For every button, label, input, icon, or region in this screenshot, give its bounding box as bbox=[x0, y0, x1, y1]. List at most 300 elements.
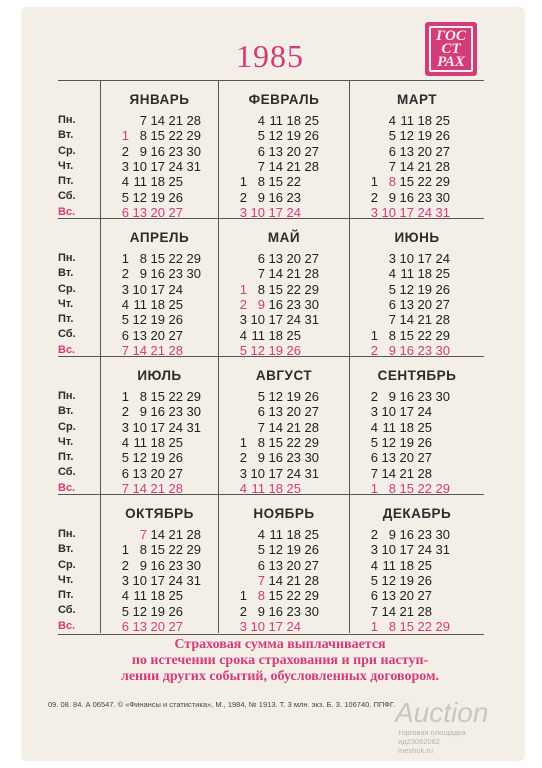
date-number: 25 bbox=[168, 296, 183, 312]
date-number: 4 bbox=[239, 480, 247, 496]
date-number: 3 bbox=[239, 204, 247, 220]
date-number: 4 bbox=[121, 174, 129, 190]
weekday-row bbox=[360, 420, 450, 435]
weekday-row bbox=[111, 588, 201, 603]
weekday-row bbox=[360, 573, 450, 588]
month-block bbox=[100, 495, 218, 633]
day-name: Чт. bbox=[58, 297, 74, 310]
date-number: 18 bbox=[417, 113, 432, 128]
weekday-row bbox=[229, 343, 319, 358]
date-number: 23 bbox=[286, 450, 301, 466]
day-name: Пн. bbox=[58, 528, 76, 540]
date-number: 7 bbox=[388, 158, 396, 174]
date-number: 18 bbox=[150, 296, 165, 312]
date-number: 19 bbox=[399, 434, 414, 450]
date-number: 22 bbox=[286, 434, 301, 450]
date-number: 24 bbox=[168, 572, 183, 588]
day-name: Ср. bbox=[58, 558, 76, 571]
watermark-line-3: meshok.ru bbox=[398, 746, 434, 755]
weekday-row bbox=[229, 542, 319, 557]
date-number: 28 bbox=[417, 603, 432, 619]
notice-line-1: Страховая сумма выплачивается bbox=[174, 637, 386, 652]
day-names-column bbox=[58, 357, 100, 495]
weekday-row bbox=[111, 420, 201, 435]
date-number: 3 bbox=[370, 204, 378, 220]
date-number: 4 bbox=[121, 588, 129, 604]
date-number: 11 bbox=[382, 557, 396, 573]
date-number: 7 bbox=[139, 527, 147, 542]
date-number: 23 bbox=[168, 266, 183, 282]
date-number: 2 bbox=[121, 557, 129, 573]
date-number: 17 bbox=[399, 542, 414, 558]
weekday-row bbox=[111, 558, 201, 573]
date-number: 1 bbox=[121, 542, 129, 558]
date-number: 11 bbox=[133, 434, 147, 450]
day-names-column bbox=[58, 219, 100, 357]
date-number: 21 bbox=[150, 342, 165, 358]
date-number: 3 bbox=[370, 404, 378, 420]
date-number: 6 bbox=[121, 618, 129, 634]
day-name: Чт. bbox=[58, 573, 74, 586]
date-number: 4 bbox=[257, 527, 265, 542]
day-name: Вс. bbox=[58, 343, 76, 356]
date-number: 6 bbox=[388, 296, 396, 312]
date-number: 13 bbox=[381, 450, 396, 466]
weekday-row bbox=[229, 481, 319, 496]
month-name: ЯНВАРЬ bbox=[129, 92, 190, 107]
date-number: 2 bbox=[121, 266, 129, 282]
date-number: 27 bbox=[417, 450, 432, 466]
date-number: 24 bbox=[168, 158, 183, 174]
weekday-row bbox=[360, 450, 450, 465]
weekday-row bbox=[111, 343, 201, 358]
date-number: 20 bbox=[286, 404, 301, 420]
date-number: 31 bbox=[304, 312, 319, 328]
day-name: Пт. bbox=[58, 589, 74, 602]
date-number: 21 bbox=[417, 312, 432, 328]
date-number: 8 bbox=[388, 618, 396, 634]
date-number: 15 bbox=[268, 434, 283, 450]
date-number: 29 bbox=[186, 128, 201, 144]
day-name: Сб. bbox=[58, 466, 76, 479]
date-number: 7 bbox=[257, 266, 265, 282]
date-number: 15 bbox=[150, 542, 165, 558]
date-number: 10 bbox=[132, 158, 147, 174]
day-name: Пт. bbox=[58, 451, 74, 464]
watermark-line-2: ид23062082 bbox=[398, 737, 440, 746]
date-number: 16 bbox=[150, 266, 165, 282]
weekday-row bbox=[111, 435, 201, 450]
weekday-row bbox=[360, 527, 450, 542]
date-number: 6 bbox=[370, 588, 378, 604]
date-number: 15 bbox=[150, 251, 165, 266]
weekday-row bbox=[229, 435, 319, 450]
date-number: 20 bbox=[399, 450, 414, 466]
weekday-row bbox=[229, 266, 319, 281]
date-number: 17 bbox=[150, 572, 165, 588]
date-number: 29 bbox=[435, 480, 450, 496]
date-number: 11 bbox=[269, 527, 283, 542]
date-number: 2 bbox=[370, 342, 378, 358]
weekday-row bbox=[360, 205, 450, 220]
date-number: 18 bbox=[286, 113, 301, 128]
date-number: 1 bbox=[121, 128, 129, 144]
month-block bbox=[100, 81, 218, 219]
date-number: 27 bbox=[168, 618, 183, 634]
date-number: 30 bbox=[304, 450, 319, 466]
date-number: 9 bbox=[257, 189, 265, 205]
date-number: 6 bbox=[257, 404, 265, 420]
date-number: 18 bbox=[150, 174, 165, 190]
date-number: 6 bbox=[257, 251, 265, 266]
weekday-row bbox=[229, 588, 319, 603]
date-number: 19 bbox=[286, 128, 301, 144]
date-number: 24 bbox=[286, 204, 301, 220]
date-number: 3 bbox=[239, 465, 247, 481]
month-name: ДЕКАБРЬ bbox=[382, 506, 452, 521]
date-number: 10 bbox=[132, 572, 147, 588]
date-number: 22 bbox=[168, 389, 183, 404]
date-number: 7 bbox=[370, 465, 378, 481]
date-number: 8 bbox=[257, 174, 265, 190]
date-number: 23 bbox=[417, 189, 432, 205]
date-number: 3 bbox=[121, 158, 129, 174]
date-number: 30 bbox=[304, 603, 319, 619]
date-number: 29 bbox=[304, 281, 319, 297]
weekday-row bbox=[229, 297, 319, 312]
date-number: 22 bbox=[417, 327, 432, 343]
weekday-row bbox=[229, 450, 319, 465]
weekday-row bbox=[229, 389, 319, 404]
date-number: 15 bbox=[399, 480, 414, 496]
date-number: 16 bbox=[150, 557, 165, 573]
gosstrakh-logo bbox=[425, 22, 477, 76]
month-name: ИЮНЬ bbox=[394, 230, 440, 245]
date-number: 31 bbox=[186, 158, 201, 174]
date-number: 9 bbox=[388, 189, 396, 205]
date-number: 3 bbox=[121, 419, 129, 435]
date-number: 8 bbox=[388, 174, 396, 190]
weekday-row bbox=[111, 113, 201, 128]
date-number: 11 bbox=[400, 266, 414, 282]
weekday-row bbox=[111, 481, 201, 496]
date-number: 12 bbox=[268, 542, 283, 558]
date-number: 16 bbox=[399, 342, 414, 358]
date-number: 28 bbox=[304, 158, 319, 174]
date-number: 11 bbox=[133, 296, 147, 312]
day-name: Вс. bbox=[58, 619, 76, 632]
month-block bbox=[349, 81, 484, 219]
date-number: 30 bbox=[435, 189, 450, 205]
date-number: 28 bbox=[186, 113, 201, 128]
weekday-row bbox=[229, 619, 319, 634]
date-number: 13 bbox=[132, 327, 147, 343]
day-name: Чт. bbox=[58, 159, 74, 172]
date-number: 18 bbox=[399, 557, 414, 573]
date-number: 11 bbox=[251, 480, 265, 496]
date-number: 11 bbox=[400, 113, 414, 128]
weekday-row bbox=[229, 604, 319, 619]
date-number: 14 bbox=[132, 480, 147, 496]
weekday-row bbox=[360, 174, 450, 189]
date-number: 10 bbox=[250, 618, 265, 634]
date-number: 11 bbox=[133, 174, 147, 190]
weekday-row bbox=[360, 328, 450, 343]
date-number: 28 bbox=[168, 480, 183, 496]
date-number: 20 bbox=[286, 557, 301, 573]
date-number: 25 bbox=[304, 113, 319, 128]
date-number: 5 bbox=[121, 603, 129, 619]
date-number: 14 bbox=[381, 603, 396, 619]
date-number: 18 bbox=[417, 266, 432, 282]
date-number: 7 bbox=[257, 419, 265, 435]
date-number: 23 bbox=[417, 389, 432, 404]
day-names-column bbox=[58, 81, 100, 219]
date-number: 26 bbox=[168, 450, 183, 466]
date-number: 9 bbox=[139, 143, 147, 159]
date-number: 14 bbox=[150, 113, 165, 128]
date-number: 24 bbox=[435, 251, 450, 266]
date-number: 17 bbox=[399, 204, 414, 220]
weekday-row bbox=[229, 205, 319, 220]
date-number: 21 bbox=[286, 419, 301, 435]
date-number: 25 bbox=[435, 113, 450, 128]
date-number: 26 bbox=[168, 312, 183, 328]
date-number: 4 bbox=[239, 327, 247, 343]
date-number: 3 bbox=[121, 572, 129, 588]
month-name: СЕНТЯБРЬ bbox=[377, 368, 457, 383]
weekday-row bbox=[111, 128, 201, 143]
date-number: 30 bbox=[186, 143, 201, 159]
date-number: 9 bbox=[139, 557, 147, 573]
weekday-row bbox=[229, 190, 319, 205]
date-number: 8 bbox=[257, 588, 265, 604]
date-number: 24 bbox=[286, 618, 301, 634]
weekday-row bbox=[360, 159, 450, 174]
date-number: 20 bbox=[150, 618, 165, 634]
date-number: 15 bbox=[399, 618, 414, 634]
date-number: 6 bbox=[121, 327, 129, 343]
date-number: 17 bbox=[268, 312, 283, 328]
date-number: 5 bbox=[370, 572, 378, 588]
date-number: 18 bbox=[150, 434, 165, 450]
weekday-row bbox=[360, 604, 450, 619]
date-number: 7 bbox=[139, 113, 147, 128]
weekday-row bbox=[111, 466, 201, 481]
date-number: 21 bbox=[286, 158, 301, 174]
date-number: 1 bbox=[239, 281, 247, 297]
weekday-row bbox=[360, 282, 450, 297]
date-number: 31 bbox=[435, 542, 450, 558]
date-number: 25 bbox=[286, 480, 301, 496]
date-number: 16 bbox=[150, 404, 165, 420]
weekday-row bbox=[111, 174, 201, 189]
date-number: 13 bbox=[268, 143, 283, 159]
insurance-notice bbox=[60, 637, 500, 685]
date-number: 6 bbox=[257, 143, 265, 159]
weekday-row bbox=[360, 343, 450, 358]
date-number: 13 bbox=[381, 588, 396, 604]
date-number: 10 bbox=[381, 404, 396, 420]
weekday-row bbox=[229, 251, 319, 266]
date-number: 26 bbox=[417, 572, 432, 588]
date-number: 27 bbox=[435, 143, 450, 159]
date-number: 23 bbox=[286, 603, 301, 619]
weekday-row bbox=[360, 190, 450, 205]
logo-line-1: ГОС bbox=[436, 27, 466, 44]
month-block bbox=[349, 495, 484, 633]
date-number: 20 bbox=[417, 143, 432, 159]
date-number: 29 bbox=[435, 174, 450, 190]
date-number: 27 bbox=[304, 143, 319, 159]
date-number: 11 bbox=[133, 588, 147, 604]
date-number: 23 bbox=[168, 404, 183, 420]
logo-line-2: СТ bbox=[441, 40, 461, 57]
date-number: 19 bbox=[150, 450, 165, 466]
date-number: 19 bbox=[417, 281, 432, 297]
weekday-row bbox=[229, 282, 319, 297]
weekday-row bbox=[111, 297, 201, 312]
date-number: 26 bbox=[435, 128, 450, 144]
weekday-row bbox=[360, 466, 450, 481]
date-number: 28 bbox=[168, 342, 183, 358]
date-number: 26 bbox=[286, 342, 301, 358]
date-number: 25 bbox=[417, 557, 432, 573]
weekday-row bbox=[229, 159, 319, 174]
date-number: 14 bbox=[399, 312, 414, 328]
date-number: 25 bbox=[286, 327, 301, 343]
date-number: 2 bbox=[239, 603, 247, 619]
date-number: 26 bbox=[304, 128, 319, 144]
date-number: 10 bbox=[381, 542, 396, 558]
date-number: 1 bbox=[239, 174, 247, 190]
date-number: 21 bbox=[168, 527, 183, 542]
date-number: 7 bbox=[121, 342, 129, 358]
date-number: 16 bbox=[150, 143, 165, 159]
date-number: 23 bbox=[168, 143, 183, 159]
day-name: Вс. bbox=[58, 481, 76, 494]
date-number: 20 bbox=[150, 204, 165, 220]
date-number: 26 bbox=[304, 389, 319, 404]
date-number: 2 bbox=[239, 450, 247, 466]
weekday-row bbox=[229, 527, 319, 542]
date-number: 24 bbox=[168, 281, 183, 297]
date-number: 15 bbox=[268, 174, 283, 190]
date-number: 9 bbox=[388, 389, 396, 404]
month-name: МАРТ bbox=[396, 92, 438, 107]
date-number: 8 bbox=[257, 434, 265, 450]
date-number: 8 bbox=[388, 327, 396, 343]
date-number: 12 bbox=[268, 128, 283, 144]
watermark-caption bbox=[398, 728, 466, 755]
date-number: 15 bbox=[399, 174, 414, 190]
day-name: Ср. bbox=[58, 420, 76, 433]
weekday-row bbox=[360, 542, 450, 557]
weekday-row bbox=[229, 404, 319, 419]
date-number: 13 bbox=[399, 143, 414, 159]
date-number: 12 bbox=[250, 342, 265, 358]
month-block bbox=[218, 495, 349, 633]
weekday-row bbox=[111, 282, 201, 297]
date-number: 15 bbox=[268, 281, 283, 297]
weekday-row bbox=[360, 619, 450, 634]
date-number: 13 bbox=[268, 251, 283, 266]
date-number: 5 bbox=[370, 434, 378, 450]
weekday-row bbox=[111, 619, 201, 634]
day-name: Вс. bbox=[58, 205, 76, 218]
date-number: 24 bbox=[417, 404, 432, 420]
date-number: 21 bbox=[286, 572, 301, 588]
month-name: АВГУСТ bbox=[255, 368, 313, 383]
month-name: ОКТЯБРЬ bbox=[125, 506, 194, 521]
day-name: Чт. bbox=[58, 435, 74, 448]
printer-imprint: 09. 08. 84. А 06547. © «Финансы и статистика», М., 1984, № 1913. Т. 3 млн. экз. Б. З. 106740. ППФГ. bbox=[48, 700, 396, 709]
date-number: 25 bbox=[417, 419, 432, 435]
date-number: 25 bbox=[168, 434, 183, 450]
date-number: 13 bbox=[268, 404, 283, 420]
date-number: 9 bbox=[388, 342, 396, 358]
date-number: 25 bbox=[168, 588, 183, 604]
date-number: 29 bbox=[304, 434, 319, 450]
date-number: 23 bbox=[417, 527, 432, 542]
date-number: 12 bbox=[132, 603, 147, 619]
date-number: 20 bbox=[399, 588, 414, 604]
weekday-row bbox=[111, 389, 201, 404]
date-number: 11 bbox=[382, 419, 396, 435]
date-number: 12 bbox=[399, 281, 414, 297]
date-number: 25 bbox=[435, 266, 450, 282]
weekday-row bbox=[111, 266, 201, 281]
date-number: 7 bbox=[121, 480, 129, 496]
date-number: 9 bbox=[257, 296, 265, 312]
date-number: 30 bbox=[186, 266, 201, 282]
day-name: Пн. bbox=[58, 390, 76, 402]
date-number: 30 bbox=[186, 404, 201, 420]
date-number: 22 bbox=[168, 128, 183, 144]
date-number: 1 bbox=[370, 480, 378, 496]
date-number: 21 bbox=[399, 465, 414, 481]
date-number: 18 bbox=[286, 527, 301, 542]
year-title: 1985 bbox=[236, 38, 304, 74]
weekday-row bbox=[360, 435, 450, 450]
date-number: 5 bbox=[257, 128, 265, 144]
date-number: 30 bbox=[435, 527, 450, 542]
date-number: 18 bbox=[399, 419, 414, 435]
day-name: Пт. bbox=[58, 175, 74, 188]
date-number: 15 bbox=[150, 128, 165, 144]
weekday-row bbox=[111, 205, 201, 220]
date-number: 4 bbox=[257, 113, 265, 128]
date-number: 5 bbox=[121, 312, 129, 328]
date-number: 19 bbox=[417, 128, 432, 144]
weekday-row bbox=[111, 450, 201, 465]
date-number: 16 bbox=[268, 450, 283, 466]
date-number: 1 bbox=[239, 588, 247, 604]
weekday-row bbox=[360, 251, 450, 266]
weekday-row bbox=[111, 404, 201, 419]
date-number: 5 bbox=[388, 281, 396, 297]
date-number: 8 bbox=[388, 480, 396, 496]
date-number: 4 bbox=[388, 266, 396, 282]
date-number: 19 bbox=[150, 603, 165, 619]
date-number: 9 bbox=[139, 404, 147, 420]
date-number: 24 bbox=[417, 204, 432, 220]
date-number: 20 bbox=[286, 143, 301, 159]
month-block bbox=[100, 357, 218, 495]
date-number: 7 bbox=[370, 603, 378, 619]
day-name: Ср. bbox=[58, 282, 76, 295]
date-number: 10 bbox=[132, 281, 147, 297]
